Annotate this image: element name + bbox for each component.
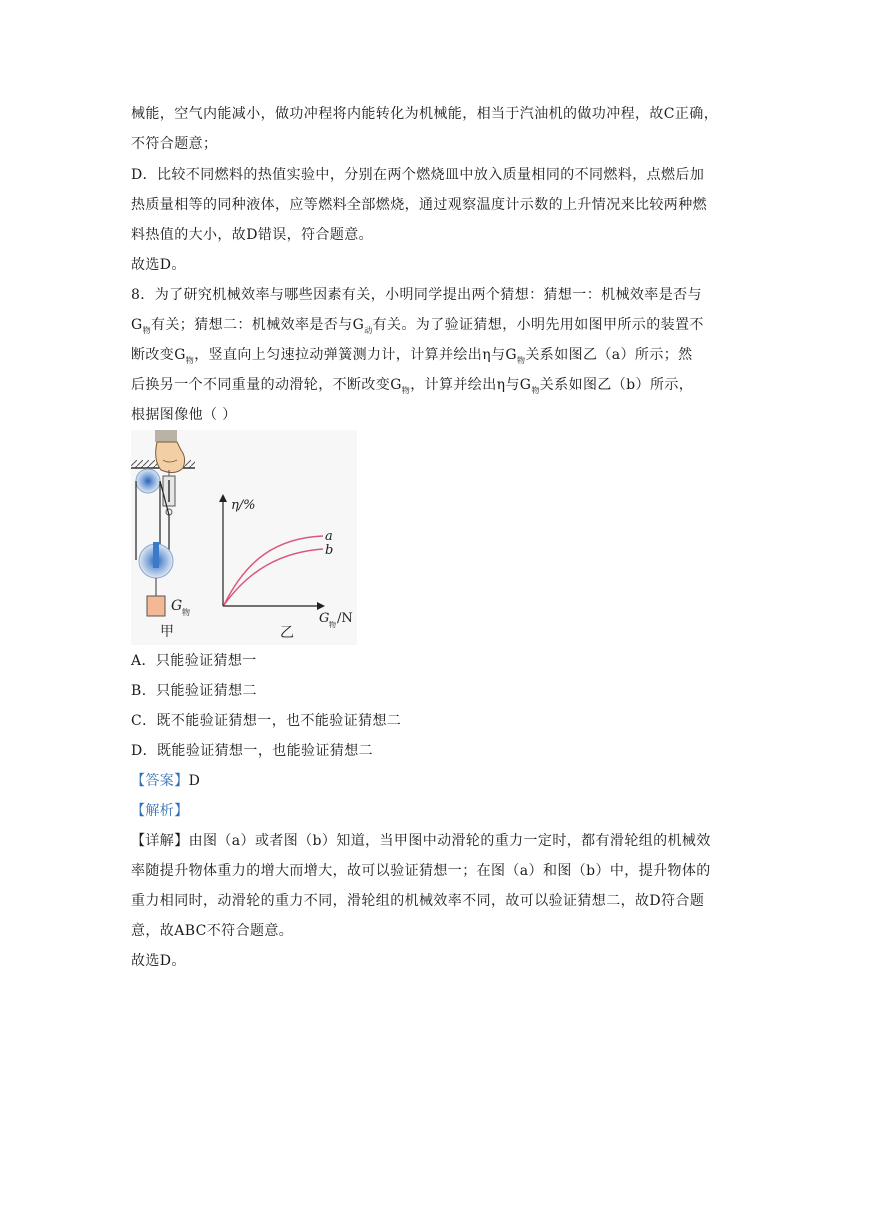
analysis-heading: 【解析】 xyxy=(131,803,189,819)
curve-a-label: a xyxy=(325,529,333,544)
option-d: D．既能验证猜想一，也能验证猜想二 xyxy=(131,743,374,759)
question-8-stem: $G_物$有关；猜想二：机械效率是否与$G_动$有关。为了验证猜想，小明先用如图甲所示的装置不 xyxy=(131,317,704,335)
option-c: C．既不能验证猜想一，也不能验证猜想二 xyxy=(131,713,402,729)
answer-value: D xyxy=(188,773,201,789)
option-a: A．只能验证猜想一 xyxy=(131,653,257,669)
analysis-tag: 解析 xyxy=(145,803,175,819)
block-label: G xyxy=(171,598,183,614)
text-line: 料热值的大小，故D错误，符合题意。 xyxy=(131,227,374,243)
answer-tag: 答案 xyxy=(145,773,175,789)
detail-line: 意，故ABC不符合题意。 xyxy=(131,923,294,939)
detail-line: 率随提升物体重力的增大而增大，故可以验证猜想一；在图（a）和图（b）中，提升物体的 xyxy=(131,863,711,879)
y-axis-label: η/% xyxy=(231,498,256,513)
text-line: 热质量相等的同种液体，应等燃料全部燃烧，通过观察温度计示数的上升情况来比较两种燃 xyxy=(131,197,707,213)
x-axis-label-g: G xyxy=(319,611,330,626)
detail-conclusion: 故选D。 xyxy=(131,953,186,969)
x-axis-unit: /N xyxy=(337,611,353,626)
question-8-stem: 后换另一个不同重量的动滑轮，不断改变$G_物$，计算并绘出η与$G_物$关系如图乙（b）所示， xyxy=(131,377,694,395)
fixed-pulley-icon xyxy=(136,469,160,493)
pulley-bracket xyxy=(153,542,159,568)
text-line: 不符合题意； xyxy=(131,136,218,152)
choice-conclusion: 故选D。 xyxy=(131,257,186,273)
option-b: B．只能验证猜想二 xyxy=(131,683,257,699)
question-8-stem: 8．为了研究机械效率与哪些因素有关，小明同学提出两个猜想：猜想一：机械效率是否与 xyxy=(131,287,702,303)
detail-line: 【详解】由图（a）或者图（b）知道，当甲图中动滑轮的重力一定时，都有滑轮组的机械效 xyxy=(131,833,711,849)
answer-bracket-close: 】 xyxy=(174,773,189,789)
question-figure xyxy=(131,430,357,645)
x-axis-label-sub: 物 xyxy=(329,621,336,629)
weight-block xyxy=(147,596,165,616)
figure-svg xyxy=(131,430,357,645)
question-8-stem: 根据图像他（ ） xyxy=(131,407,237,423)
answer-line xyxy=(131,771,741,791)
question-8-stem: 断改变$G_物$，竖直向上匀速拉动弹簧测力计，计算并绘出η与$G_物$关系如图乙（a）所示；然 xyxy=(131,347,693,365)
option-d-prev: D．比较不同燃料的热值实验中，分别在两个燃烧皿中放入质量相同的不同燃料，点燃后加 xyxy=(131,167,705,183)
answer-bracket-open: 【 xyxy=(131,773,146,789)
detail-line: 重力相同时，动滑轮的重力不同，滑轮组的机械效率不同，故可以验证猜想二，故D符合题 xyxy=(131,893,705,909)
detail-tag: 【详解】 xyxy=(131,833,189,849)
text-line: 械能，空气内能减小，做功冲程将内能转化为机械能，相当于汽油机的做功冲程，故C正确， xyxy=(131,106,719,122)
block-label-sub: 物 xyxy=(182,608,190,617)
curve-b-label: b xyxy=(325,543,334,558)
figure-label-jia: 甲 xyxy=(160,624,174,640)
figure-label-yi: 乙 xyxy=(280,625,294,641)
